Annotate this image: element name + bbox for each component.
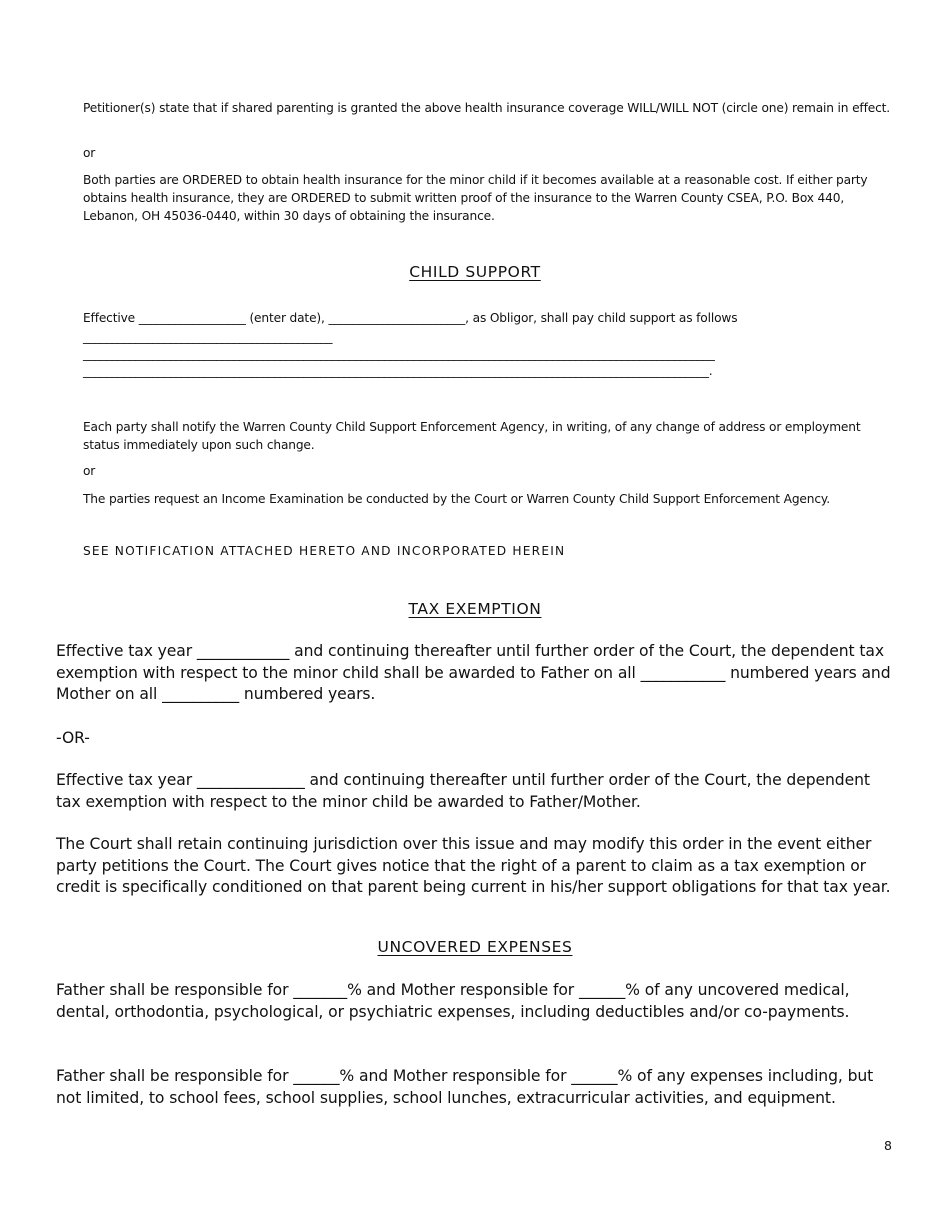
school-expenses-text: Father shall be responsible for ______% and Mother responsible for ______% of any expenses including, but not limited, to school fees, school supplies, school lunches, extracurricular activities, and equipment.	[56, 1067, 874, 1107]
health-insurance-coverage-text: Petitioner(s) state that if shared parenting is granted the above health insurance coverage WILL/WILL NOT (circle one) remain in effect.	[83, 101, 890, 115]
blank-line: _____________________________________________________________________________________________________________	[83, 347, 715, 361]
or-separator: -OR-	[56, 729, 90, 747]
notify-agency-text: Each party shall notify the Warren County Child Support Enforcement Agency, in writing, of any change of address or employment status immediately upon such change.	[83, 420, 861, 452]
tax-exemption-alternating-text: Effective tax year ____________ and continuing thereafter until further order of the Court, the dependent tax exemption with respect to the minor child shall be awarded to Father on all ___________ numbered years and Mother on all __________ numbered years.	[56, 642, 891, 703]
tax-exemption-heading: TAX EXEMPTION	[408, 600, 542, 618]
notification-notice: SEE NOTIFICATION ATTACHED HERETO AND INCORPORATED HEREIN	[83, 544, 566, 558]
blank-line: ___________________________________________	[83, 330, 333, 344]
tax-exemption-single-text: Effective tax year ______________ and continuing thereafter until further order of the Court, the dependent tax exemption with respect to the minor child be awarded to Father/Mother.	[56, 771, 870, 811]
or-separator: or	[83, 464, 96, 478]
child-support-effective-text: Effective __________________ (enter date), _______________________, as Obligor, shall pay child support as follows	[83, 311, 738, 325]
or-separator: or	[83, 146, 96, 160]
court-jurisdiction-text: The Court shall retain continuing jurisdiction over this issue and may modify this order in the event either party petitions the Court. The Court gives notice that the right of a parent to claim as a tax exemption or credit is specifically conditioned on that parent being current in his/her support obligations for that tax year.	[56, 835, 891, 896]
page-number: 8	[884, 1138, 892, 1153]
blank-line: ____________________________________________________________________________________________________________.	[83, 364, 713, 378]
uncovered-expenses-heading: UNCOVERED EXPENSES	[377, 938, 573, 956]
health-insurance-order-text: Both parties are ORDERED to obtain health insurance for the minor child if it becomes available at a reasonable cost. If either party obtains health insurance, they are ORDERED to submit written proof of the insurance to the Warren County CSEA, P.O. Box 440, Lebanon, OH 45036-0440, within 30 days of obtaining the insurance.	[83, 173, 868, 223]
child-support-heading: CHILD SUPPORT	[409, 263, 541, 281]
medical-expenses-text: Father shall be responsible for _______% and Mother responsible for ______% of any uncovered medical, dental, orthodontia, psychological, or psychiatric expenses, including deductibles and/or co-payments.	[56, 981, 850, 1021]
income-examination-text: The parties request an Income Examination be conducted by the Court or Warren County Child Support Enforcement Agency.	[83, 492, 830, 506]
